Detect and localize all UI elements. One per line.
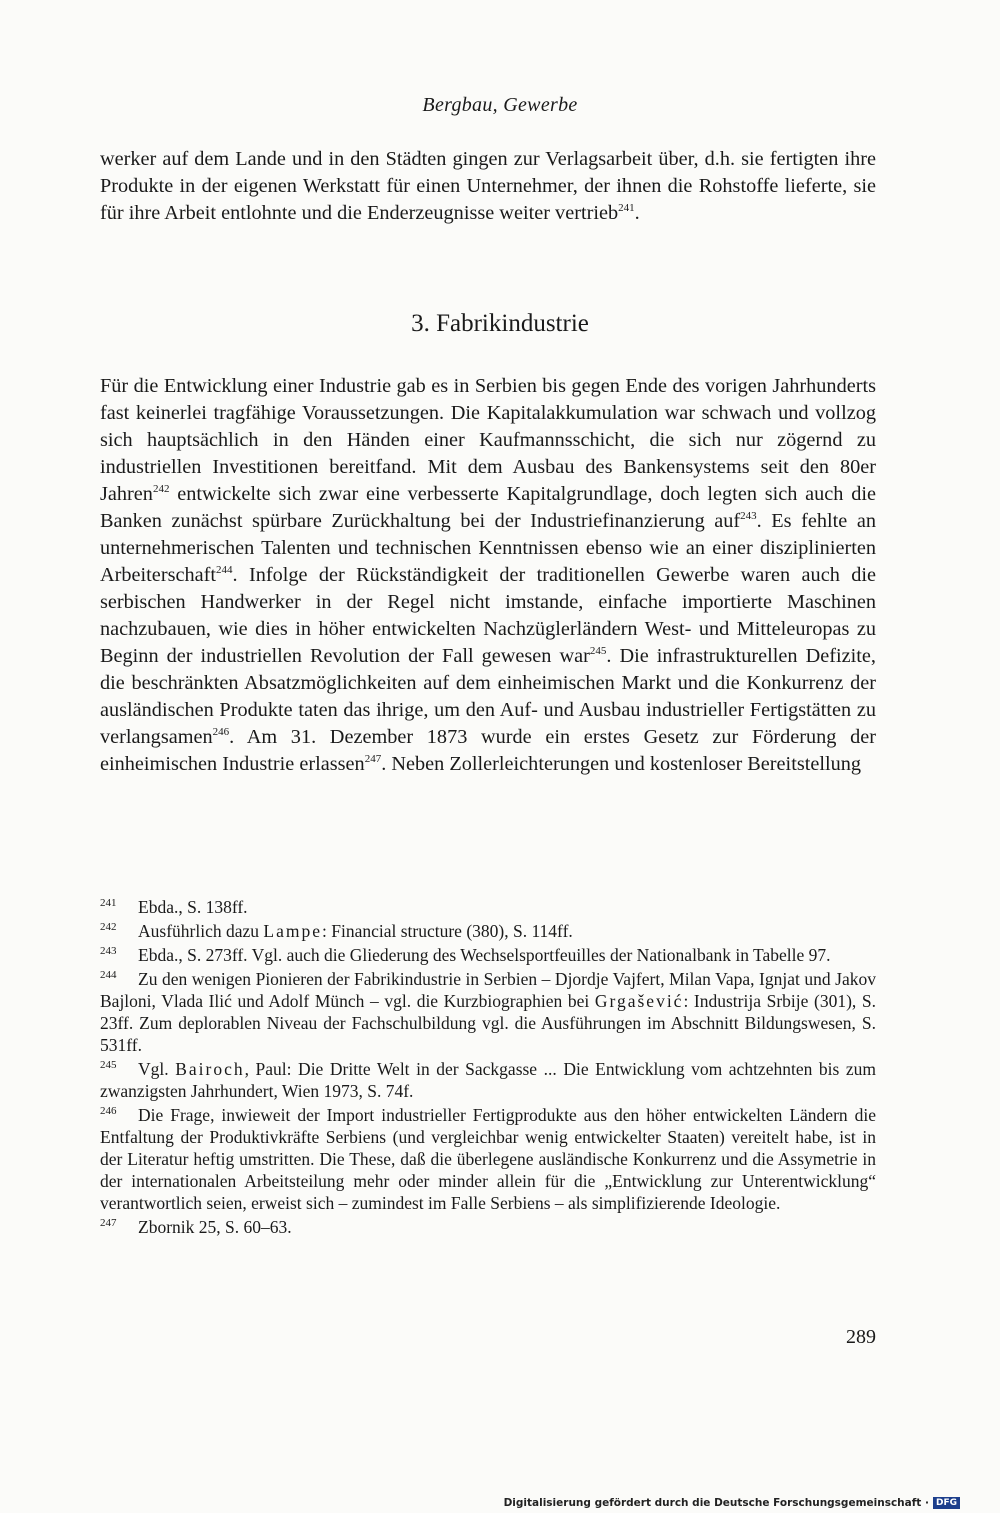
footnote: 244 Zu den wenigen Pionieren der Fabrikindustrie in Serbien – Djordje Vajfert, Milan Vapa, Ignjat und Jakov Bajloni, Vlada Ilić und Adolf Münch – vgl. die Kurzbiographien bei Grgašević: Industrija Srbije (301), S. 23ff. Zum deplorablen Niveau der Fachschulbildung vgl. die Ausführungen im Abschnitt Bildungswesen, S. 531ff. — [100, 969, 876, 1055]
footnote-author: Grgašević — [594, 991, 684, 1011]
footnote-author: Bairoch — [175, 1059, 245, 1079]
footnote-text: Zbornik 25, S. 60–63. — [138, 1217, 292, 1237]
sentence: . Die infrastrukturellen Defizite, die beschränkten Absatzmöglichkeiten auf dem einheimischen Markt und die Konkurrenz der ausländischen Produkte taten das ihrige, um den Auf- und Ausbau industrieller Fertigstätten zu verlangsamen — [100, 645, 876, 748]
footnote: 242 Ausführlich dazu Lampe: Financial structure (380), S. 114ff. — [100, 921, 573, 941]
sentence: . Es fehlte an unternehmerischen Talenten und technischen Kenntnissen ebenso wie an einer disziplinierten Arbeiterschaft — [100, 510, 876, 586]
section-heading: 3. Fabrikindustrie — [411, 310, 589, 337]
footnote-text: Ebda., S. 273ff. Vgl. auch die Gliederung des Wechselsportfeuilles der Nationalbank in Tabelle 97. — [138, 945, 831, 965]
footnote: 246 Die Frage, inwieweit der Import industrieller Fertigprodukte aus den höher entwickelten Ländern die Entfaltung der Produktivkräfte Serbiens (und vergleichbar wenig entwickelter Staaten) vereitelt habe, ist in der Literatur heftig umstritten. Die These, daß die überlegene ausländische Konkurrenz und die Assymetrie in der internationalen Arbeitsteilung mehr oder minder allein für die „Entwicklung zur Unterentwicklung“ verantwortlich seien, erweist sich – zumindest im Falle Serbiens – als simplifizierende Ideologie. — [100, 1105, 876, 1213]
footnote-ref[interactable]: 246 — [212, 726, 230, 739]
page-number: 289 — [846, 1326, 876, 1348]
footnote-text: : Financial structure (380), S. 114ff. — [321, 921, 573, 941]
dfg-funding-notice — [504, 1497, 960, 1509]
footnote-text: Ebda., S. 138ff. — [138, 897, 248, 917]
footnote-ref[interactable]: 241 — [618, 202, 635, 215]
sentence: entwickelte sich zwar eine verbesserte Kapitalgrundlage, doch legten sich auch die Banken zunächst spürbare Zurückhaltung bei der Industriefinanzierung auf — [100, 483, 876, 532]
footnote: 245 Vgl. Bairoch, Paul: Die Dritte Welt in der Sackgasse ... Die Entwicklung vom achtzehnten bis zum zwanzigsten Jahrhundert, Wien 1973, S. 74f. — [100, 1059, 877, 1101]
footnote-list — [100, 896, 876, 1240]
running-head: Bergbau, Gewerbe — [422, 94, 578, 116]
footnote-text: Die Frage, inwieweit der Import industrieller Fertigprodukte aus den höher entwickelten Ländern die Entfaltung der Produktivkräfte Serbiens (und vergleichbar wenig entwickelter Staaten) vereitelt habe, ist in der Literatur heftig umstritten. Die These, daß die überlegene ausländische Konkurrenz und die Assymetrie in der internationalen Arbeitsteilung mehr oder minder allein für die „Entwicklung zur Unterentwicklung“ verantwortlich seien, erweist sich – zumindest im Falle Serbiens – als simplifizierende Ideologie. — [100, 1105, 876, 1213]
footnote-ref[interactable]: 244 — [216, 564, 233, 577]
footnote-author: Lampe — [263, 921, 322, 941]
footnote-ref[interactable]: 245 — [589, 645, 607, 658]
dfg-logo-icon: DFG — [933, 1497, 960, 1509]
footnote-text: : Industrija Srbije (301), S. 23ff. Zum deplorablen Niveau der Fachschulbildung vgl. die Ausführungen im Abschnitt Bildungswesen, S. 531ff. — [100, 991, 876, 1055]
sentence: . Infolge der Rückständigkeit der traditionellen Gewerbe waren auch die serbischen Handwerker in der Regel nicht imstande, einfache importierte Maschinen nachzubauen, wie dies in höher entwickelten Nachzüglerländern West- und Mitteleuropas zu Beginn der industriellen Revolution der Fall gewesen war — [100, 564, 876, 667]
footnote: 247 Zbornik 25, S. 60–63. — [100, 1217, 292, 1237]
paragraph-text: werker auf dem Lande und in den Städten gingen zur Verlagsarbeit über, d.h. sie fertigten ihre Produkte in der eigenen Werkstatt für einen Unternehmer, der ihnen die Rohstoffe lieferte, sie für ihre Arbeit entlohnte und die Enderzeugnisse weiter vertrieb — [100, 148, 876, 224]
footnote-text: Ausführlich dazu — [138, 921, 264, 941]
footnote-text: , Paul: Die Dritte Welt in der Sackgasse ... Die Entwicklung vom achtzehnten bis zum zwanzigsten Jahrhundert, Wien 1973, S. 74f. — [100, 1059, 877, 1101]
footnote-ref[interactable]: 242 — [152, 483, 170, 496]
sentence: Für die Entwicklung einer Industrie gab es in Serbien bis gegen Ende des vorigen Jahrhunderts fast keinerlei tragfähige Voraussetzungen. Die Kapitalakkumulation war schwach und vollzog sich hauptsächlich in den Händen einer Kaufmannsschicht, die sich nur zögernd zu industriellen Investitionen bereitfand. Mit dem Ausbau des Bankensystems seit den 80er Jahren — [100, 375, 876, 505]
footnote-text: Zu den wenigen Pionieren der Fabrikindustrie in Serbien – Djordje Vajfert, Milan Vapa, Ignjat und Jakov Bajloni, Vlada Ilić und Adolf Münch – vgl. die Kurzbiographien bei — [100, 969, 876, 1011]
footnote: 243 Ebda., S. 273ff. Vgl. auch die Gliederung des Wechselsportfeuilles der Nationalbank in Tabelle 97. — [100, 945, 831, 965]
dfg-notice-text: Digitalisierung gefördert durch die Deutsche Forschungsgemeinschaft · — [503, 1497, 929, 1509]
footnote: 241 Ebda., S. 138ff. — [100, 897, 248, 917]
footnote-text: Vgl. — [138, 1059, 176, 1079]
paragraph-continuation — [100, 146, 876, 227]
paragraph-text: . — [634, 202, 640, 224]
footnote-ref[interactable]: 247 — [364, 753, 382, 766]
sentence: . Neben Zollerleichterungen und kostenloser Bereitstellung — [381, 753, 862, 775]
footnote-ref[interactable]: 243 — [740, 510, 757, 523]
paragraph-main — [100, 373, 876, 778]
sentence: . Am 31. Dezember 1873 wurde ein erstes Gesetz zur Förderung der einheimischen Industrie erlassen — [100, 726, 876, 775]
